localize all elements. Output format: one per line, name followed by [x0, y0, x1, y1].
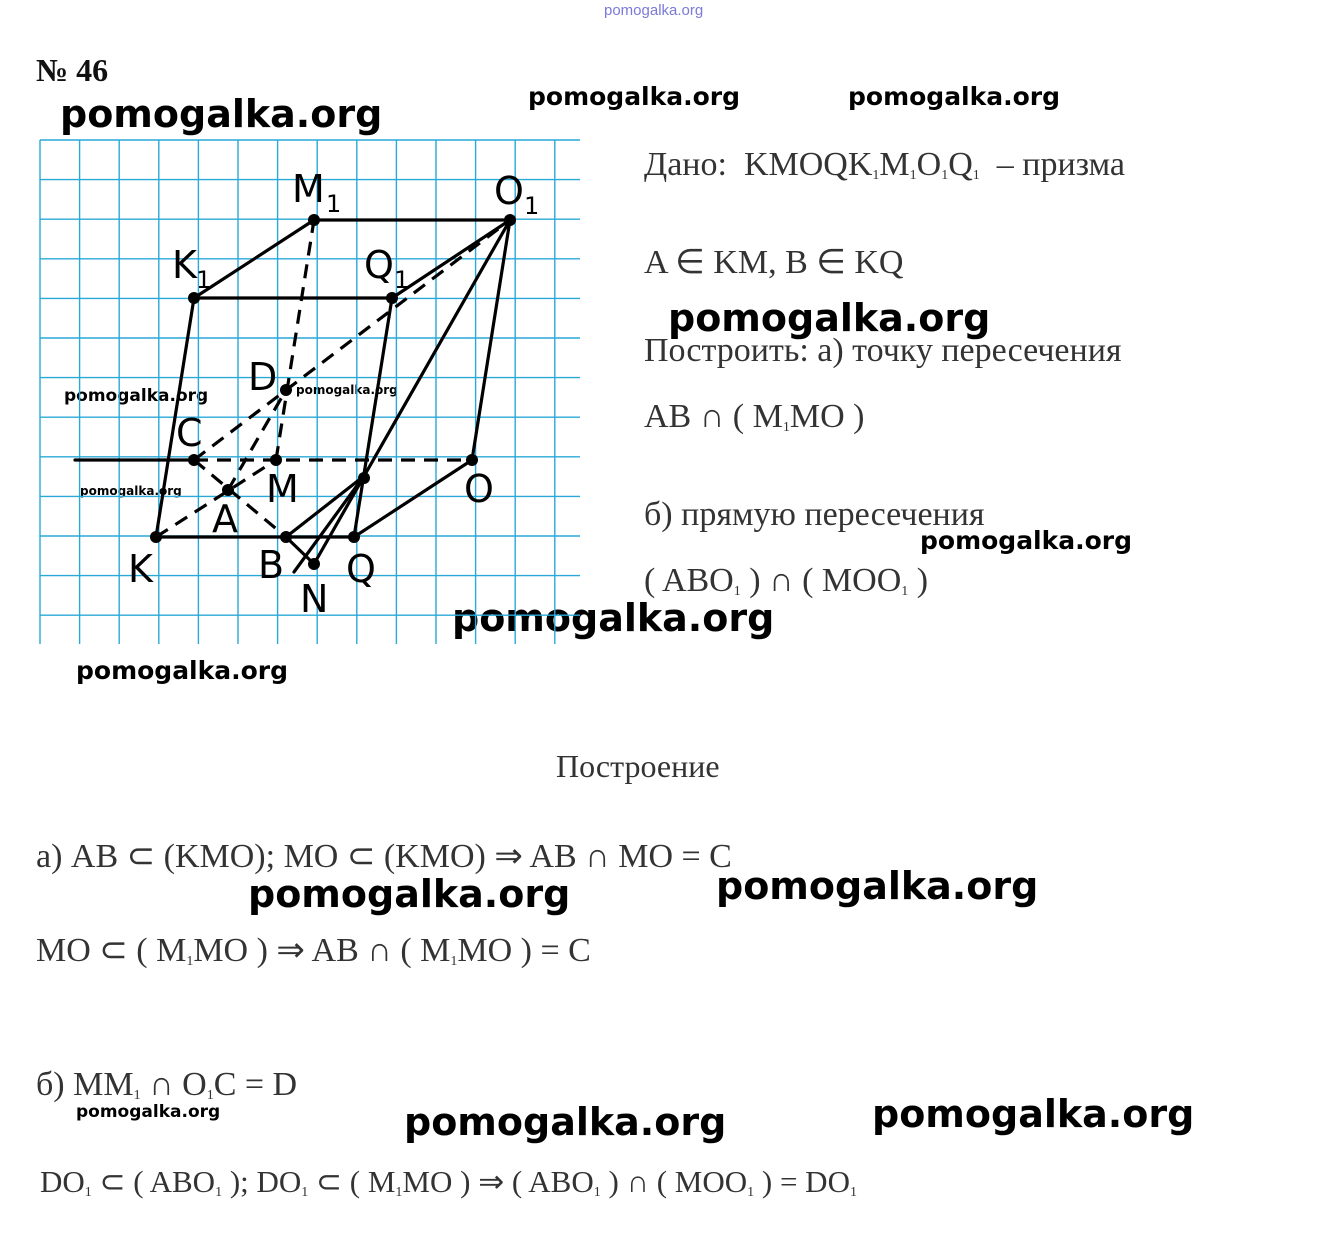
label-m: M — [266, 467, 299, 511]
label-k: K — [128, 547, 153, 591]
task-line-3: б) прямую пересечения — [644, 496, 985, 533]
point-k — [150, 531, 162, 543]
point-o — [466, 454, 478, 466]
label-q1: Q — [364, 243, 394, 287]
given-line — [644, 146, 1125, 184]
watermark-text: pomogalka.org — [872, 1092, 1195, 1136]
label-m1-sub: 1 — [326, 190, 342, 218]
watermark-text: pomogalka.org — [76, 1102, 221, 1122]
point-b — [280, 531, 292, 543]
point-m1 — [308, 214, 320, 226]
label-q1-sub: 1 — [394, 266, 410, 294]
prism-figure — [30, 132, 590, 652]
point-q — [348, 531, 360, 543]
edge-mm1 — [276, 220, 314, 460]
label-k1-sub: 1 — [196, 266, 212, 294]
label-n: N — [300, 577, 329, 621]
watermark-text: pomogalka.org — [452, 596, 775, 640]
top-watermark: pomogalka.org — [604, 2, 704, 19]
watermark-text: pomogalka.org — [248, 872, 571, 916]
watermark-text: pomogalka.org — [920, 526, 1133, 555]
line-o1n — [314, 220, 510, 564]
solution-b-line-1: б) $MM_1$ ∩ $O_1C = D$ — [36, 1066, 298, 1103]
line-co1 — [194, 220, 510, 460]
watermark-text: pomogalka.org — [528, 82, 741, 111]
membership-line: A ∈ KM, B ∈ KQ — [644, 244, 904, 281]
point-d — [280, 384, 292, 396]
point-o1 — [504, 214, 516, 226]
watermark-text: pomogalka.org — [76, 656, 289, 685]
watermark-text: pomogalka.org — [848, 82, 1061, 111]
point-a — [222, 484, 234, 496]
label-b: B — [258, 543, 285, 587]
label-q: Q — [346, 547, 376, 591]
watermark-text: pomogalka.org — [404, 1100, 727, 1144]
solution-a-line-2: MO ⊂ ( $M_1MO$ ) ⇒ AB ∩ ( $M_1MO$ ) = C — [36, 932, 591, 969]
label-o1: O — [494, 169, 524, 213]
construction-heading: Построение — [556, 748, 720, 784]
solution-a-line-1: а) AB ⊂ (KMO); MO ⊂ (KMO) ⇒ AB ∩ MO = C — [36, 838, 732, 875]
point-s — [358, 472, 370, 484]
prism-name: $KMOQK_1M_1O_1Q_1$ — [743, 146, 980, 183]
label-d: D — [248, 355, 278, 399]
watermark-text: pomogalka.org — [716, 864, 1039, 908]
watermark-text: pomogalka.org — [64, 386, 209, 406]
task-line-4: ( $ABO_1$ ) ∩ ( $MOO_1$ ) — [644, 562, 929, 599]
solid-edges — [75, 220, 510, 572]
given-suffix: – призма — [996, 146, 1125, 183]
label-a: A — [212, 497, 238, 541]
task-line-1: Построить: а) точку пересечения — [644, 332, 1122, 369]
watermark-text: pomogalka.org — [60, 92, 383, 136]
label-c: C — [176, 411, 203, 455]
label-k1: K — [172, 243, 197, 287]
labels — [128, 167, 539, 621]
label-o1-sub: 1 — [524, 192, 540, 220]
watermark-text: pomogalka.org — [296, 383, 398, 397]
given-prefix: Дано: — [644, 146, 727, 183]
label-m1: M — [292, 167, 325, 211]
point-n — [308, 558, 320, 570]
point-m — [270, 454, 282, 466]
task-line-2: AB ∩ ( $M_1MO$ ) — [644, 398, 865, 435]
watermark-text: pomogalka.org — [668, 296, 991, 340]
solution-b-line-2: $DO_1$ ⊂ ( $ABO_1$ ); $DO_1$ ⊂ ( $M_1MO$ ) ⇒ ( $ABO_1$ ) ∩ ( $MOO_1$ ) = $DO_1$ — [40, 1164, 857, 1200]
watermark-text: pomogalka.org — [80, 484, 182, 498]
edge-qo — [354, 460, 472, 537]
problem-number: № 46 — [36, 52, 109, 88]
label-o: O — [464, 467, 494, 511]
point-c — [188, 454, 200, 466]
